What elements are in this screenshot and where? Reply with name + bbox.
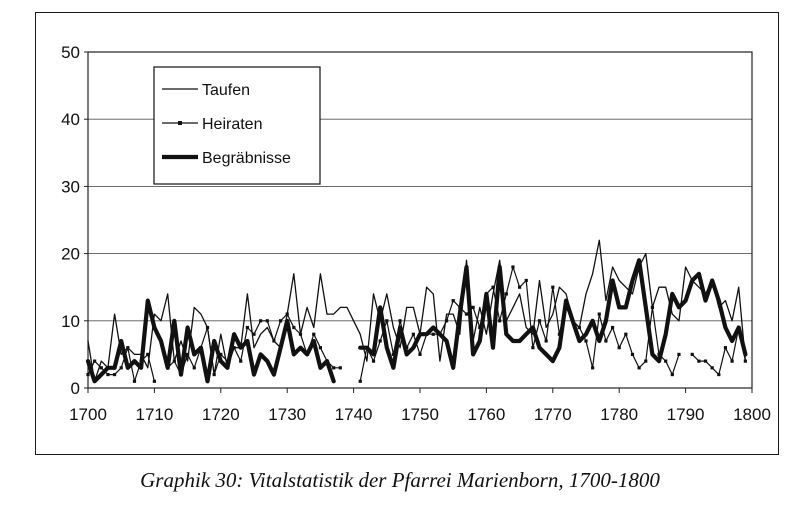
x-tick-label: 1750 xyxy=(401,405,439,424)
data-point-marker xyxy=(638,366,641,369)
chart-frame xyxy=(35,12,779,455)
legend-label: Begräbnisse xyxy=(202,150,291,167)
x-tick-label: 1700 xyxy=(69,405,107,424)
data-point-marker xyxy=(379,339,382,342)
data-point-marker xyxy=(604,339,607,342)
x-tick-label: 1730 xyxy=(268,405,307,424)
data-point-marker xyxy=(691,353,694,356)
x-tick-label: 1770 xyxy=(533,405,572,424)
data-point-marker xyxy=(511,265,514,268)
data-point-marker xyxy=(86,373,89,376)
data-point-marker xyxy=(697,360,700,363)
data-point-marker xyxy=(744,360,747,363)
data-point-marker xyxy=(578,326,581,329)
data-point-marker xyxy=(538,319,541,322)
data-point-marker xyxy=(246,326,249,329)
data-point-marker xyxy=(418,353,421,356)
data-point-marker xyxy=(153,380,156,383)
data-point-marker xyxy=(385,319,388,322)
legend-label: Taufen xyxy=(202,82,251,99)
y-tick-label: 40 xyxy=(61,110,80,130)
data-point-marker xyxy=(491,286,494,289)
data-point-marker xyxy=(472,306,475,309)
data-point-marker xyxy=(445,319,448,322)
data-point-marker xyxy=(671,373,674,376)
data-point-marker xyxy=(186,353,189,356)
data-point-marker xyxy=(372,360,375,363)
x-tick-label: 1790 xyxy=(666,405,705,424)
data-point-marker xyxy=(704,360,707,363)
data-point-marker xyxy=(677,353,680,356)
chart-caption: Graphik 30: Vitalstatistik der Pfarrei Marienborn, 1700-1800 xyxy=(140,468,660,492)
data-point-marker xyxy=(452,299,455,302)
data-point-marker xyxy=(545,339,548,342)
data-point-marker xyxy=(611,326,614,329)
data-point-marker xyxy=(432,333,435,336)
y-tick-label: 10 xyxy=(61,311,80,331)
data-point-marker xyxy=(518,286,521,289)
data-point-marker xyxy=(531,346,534,349)
data-point-marker xyxy=(286,312,289,315)
data-point-marker xyxy=(279,319,282,322)
y-tick-label: 50 xyxy=(61,43,80,62)
data-point-marker xyxy=(259,319,262,322)
data-point-marker xyxy=(206,326,209,329)
data-point-marker xyxy=(113,373,116,376)
data-point-marker xyxy=(272,339,275,342)
data-point-marker xyxy=(664,360,667,363)
data-point-marker xyxy=(359,380,362,383)
data-point-marker xyxy=(724,346,727,349)
data-point-marker xyxy=(332,366,335,369)
data-point-marker xyxy=(299,333,302,336)
data-point-marker xyxy=(730,360,733,363)
data-point-marker xyxy=(551,286,554,289)
data-point-marker xyxy=(598,312,601,315)
data-point-marker xyxy=(651,306,654,309)
data-point-marker xyxy=(93,360,96,363)
data-point-marker xyxy=(631,353,634,356)
data-point-marker xyxy=(133,380,136,383)
legend-label: Heiraten xyxy=(202,116,263,133)
data-point-marker xyxy=(120,366,123,369)
data-point-marker xyxy=(106,373,109,376)
x-tick-label: 1780 xyxy=(600,405,639,424)
data-point-marker xyxy=(412,333,415,336)
data-point-marker xyxy=(173,360,176,363)
x-tick-label: 1800 xyxy=(733,405,771,424)
y-tick-label: 0 xyxy=(70,379,80,398)
data-point-marker xyxy=(711,366,714,369)
data-point-marker xyxy=(266,319,269,322)
data-point-marker xyxy=(624,333,627,336)
data-point-marker xyxy=(319,346,322,349)
legend-marker xyxy=(178,121,182,125)
y-tick-label: 20 xyxy=(61,244,80,264)
data-point-marker xyxy=(717,373,720,376)
data-point-marker xyxy=(126,346,129,349)
data-point-marker xyxy=(239,360,242,363)
x-tick-label: 1720 xyxy=(201,405,240,424)
data-point-marker xyxy=(505,292,508,295)
data-point-marker xyxy=(591,366,594,369)
data-point-marker xyxy=(252,333,255,336)
x-tick-label: 1740 xyxy=(334,405,373,424)
data-point-marker xyxy=(339,366,342,369)
data-point-marker xyxy=(146,353,149,356)
data-point-marker xyxy=(618,346,621,349)
data-point-marker xyxy=(398,319,401,322)
data-point-marker xyxy=(292,326,295,329)
x-tick-label: 1760 xyxy=(467,405,506,424)
data-point-marker xyxy=(584,339,587,342)
data-point-marker xyxy=(525,279,528,282)
data-point-marker xyxy=(498,319,501,322)
x-tick-label: 1710 xyxy=(135,405,174,424)
data-point-marker xyxy=(465,312,468,315)
data-point-marker xyxy=(193,366,196,369)
y-tick-label: 30 xyxy=(61,177,80,197)
data-point-marker xyxy=(213,373,216,376)
data-point-marker xyxy=(100,366,103,369)
data-point-marker xyxy=(312,333,315,336)
chart-svg xyxy=(36,13,777,453)
data-point-marker xyxy=(644,360,647,363)
